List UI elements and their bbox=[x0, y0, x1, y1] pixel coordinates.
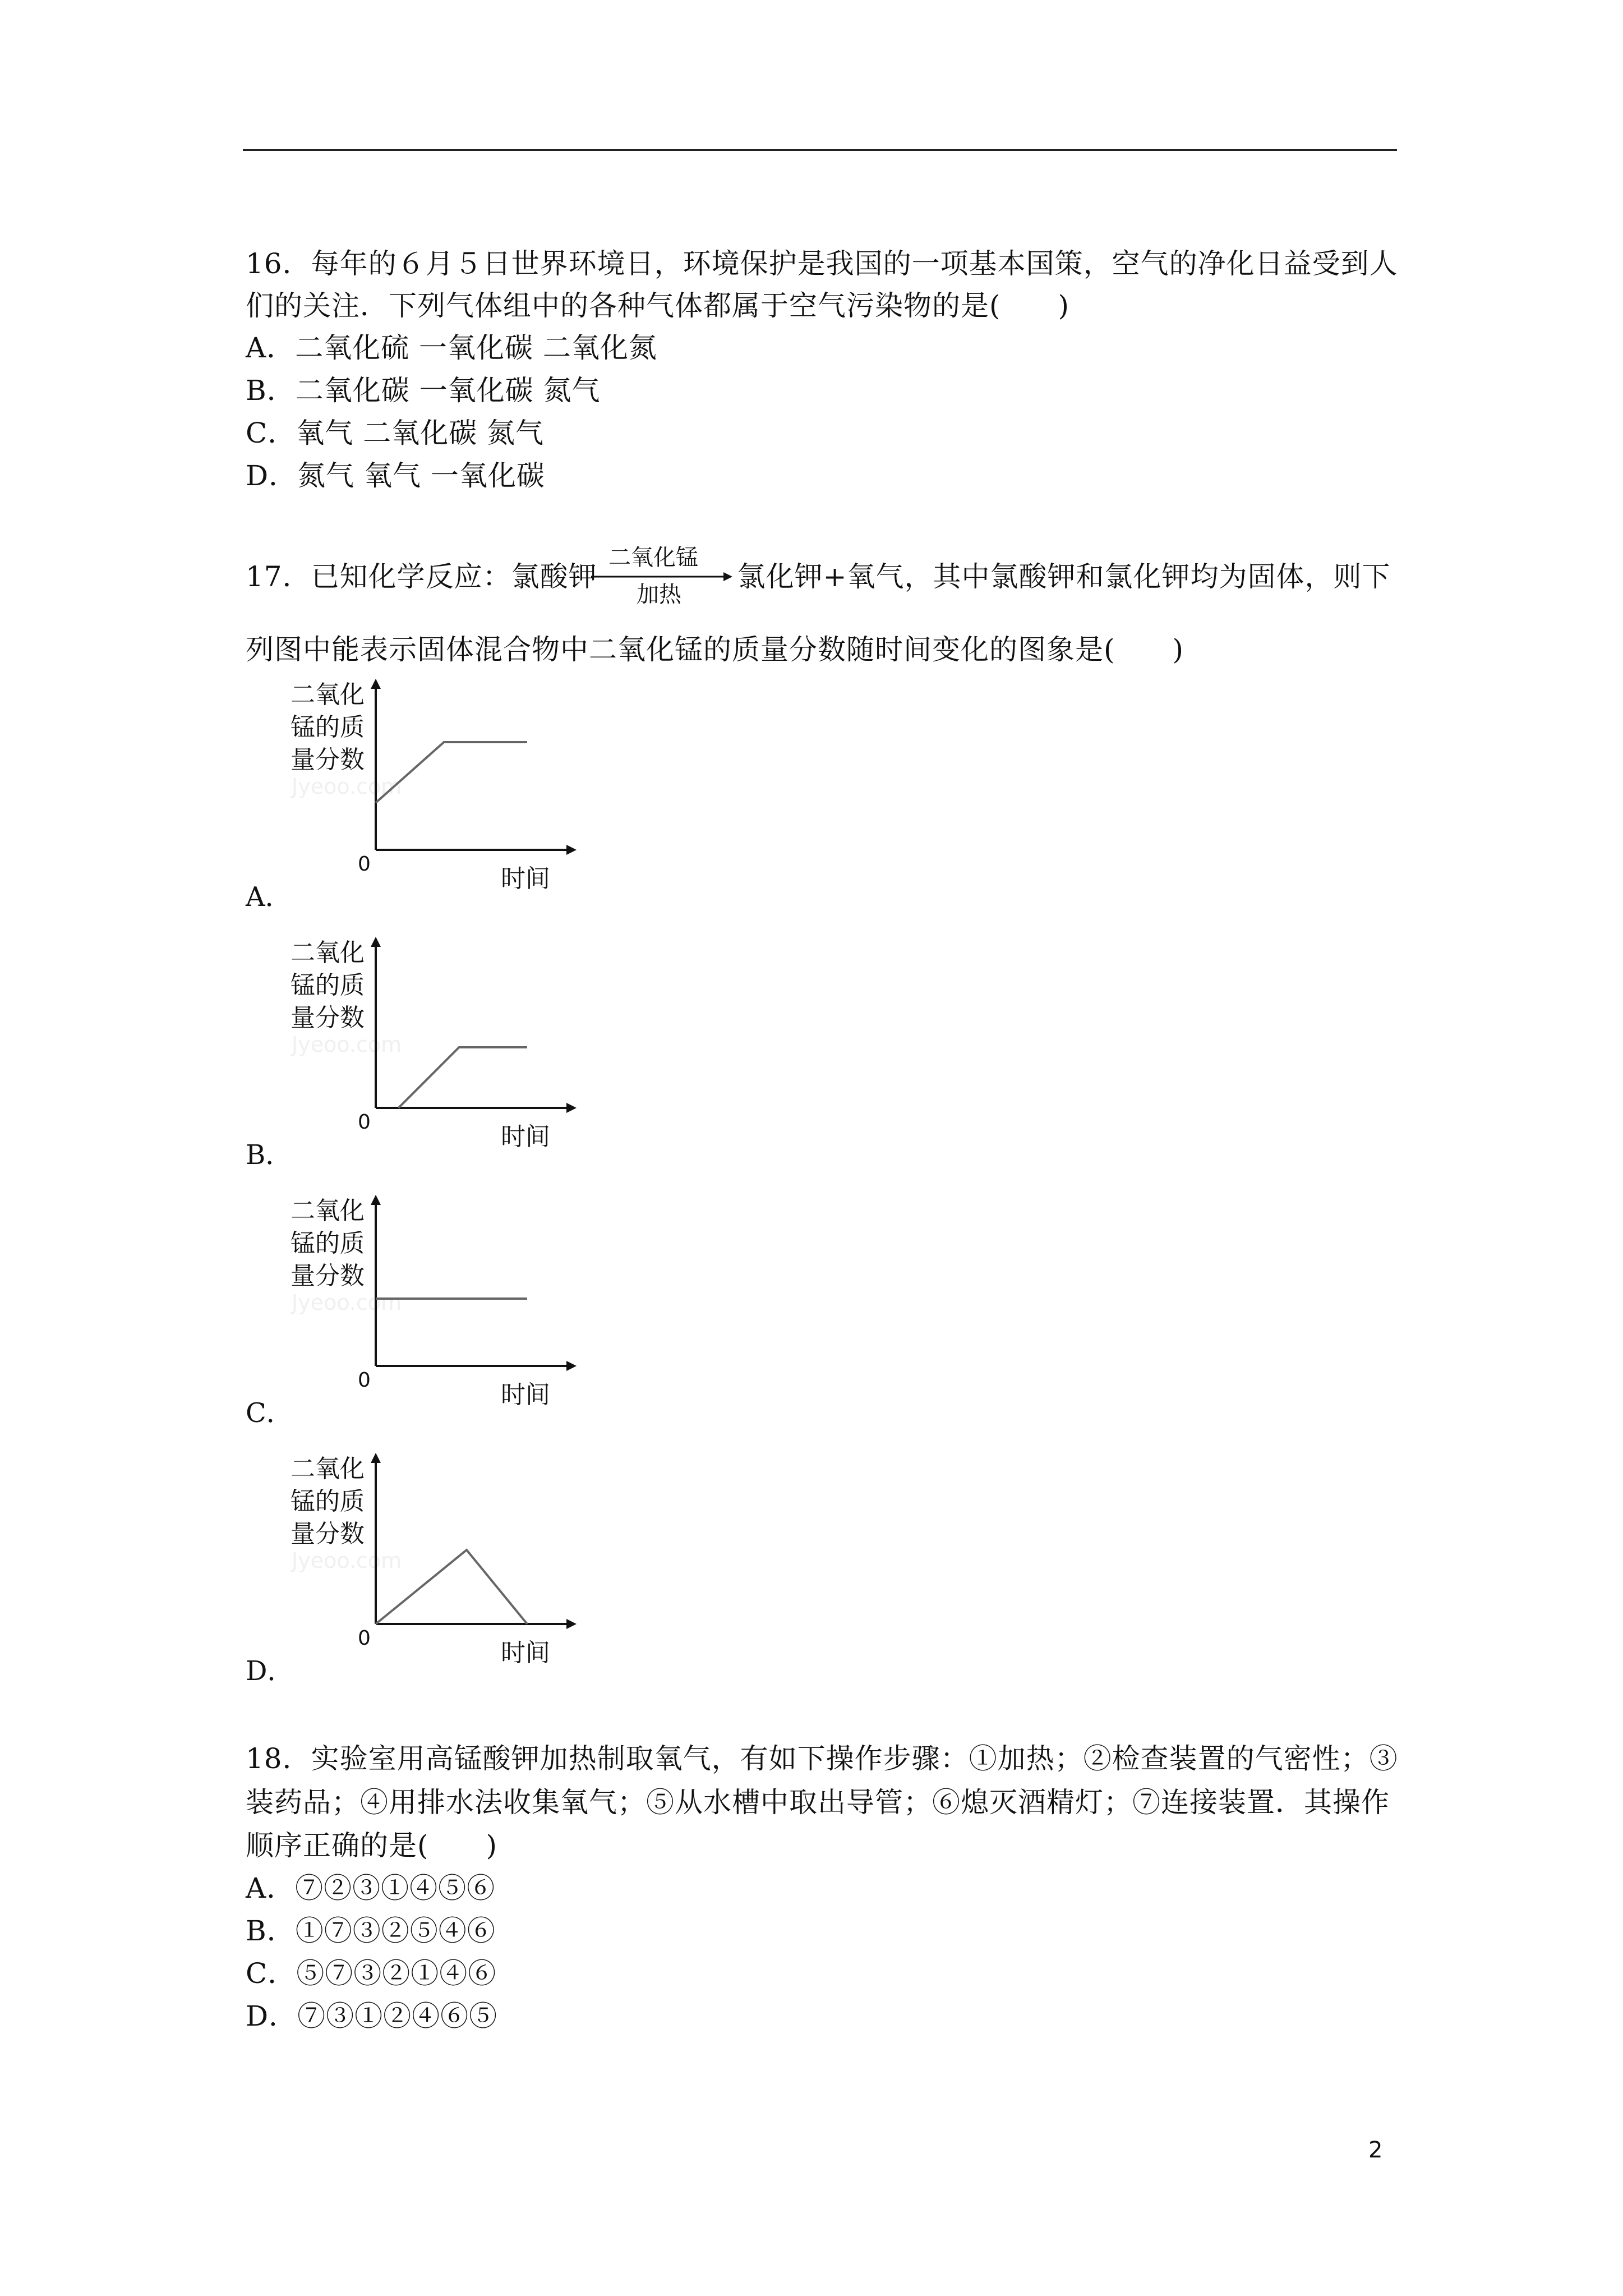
page-number: 2 bbox=[1368, 2137, 1383, 2163]
q17-suffix: 氯化钾+氧气，其中氯酸钾和氯化钾均为固体，则下 bbox=[737, 560, 1391, 593]
q16-option-d: D．氮气 氧气 一氧化碳 bbox=[246, 459, 545, 492]
x-axis-arrow bbox=[566, 1361, 577, 1371]
graph-y-label: 二氧化锰的质量分数 bbox=[291, 938, 365, 1032]
graph-x-label: 时间 bbox=[501, 1122, 550, 1151]
graph-y-label: 二氧化锰的质量分数 bbox=[291, 1197, 365, 1290]
q16-option-c: C．氧气 二氧化碳 氮气 bbox=[246, 417, 545, 449]
series-line bbox=[376, 742, 527, 803]
q18-stem-line2: 装药品；④用排水法收集氧气；⑤从水槽中取出导管；⑥熄灭酒精灯；⑦连接装置．其操作 bbox=[246, 1786, 1390, 1819]
graph-x-label: 时间 bbox=[501, 864, 550, 893]
graph-y-label: 二氧化锰的质量分数 bbox=[291, 1455, 365, 1548]
q18-option-b: B．①⑦③②⑤④⑥ bbox=[246, 1915, 496, 1947]
q17-option-d-label: D． bbox=[246, 1655, 294, 1687]
q18-option-d: D．⑦③①②④⑥⑤ bbox=[246, 2000, 498, 2032]
q17-stem-line1 bbox=[246, 560, 1391, 593]
q16-stem-line1: 16．每年的６月５日世界环境日，环境保护是我国的一项基本国策，空气的净化日益受到人 bbox=[246, 247, 1398, 280]
graph-y-label: 二氧化锰的质量分数 bbox=[291, 680, 365, 774]
graph-option-d bbox=[246, 1442, 593, 1688]
y-axis-arrow bbox=[371, 1453, 381, 1463]
graph-option-b bbox=[246, 926, 593, 1172]
graph-x-label: 时间 bbox=[501, 1639, 550, 1667]
graph-origin-label: 0 bbox=[358, 1627, 371, 1650]
condition-catalyst: 二氧化锰 bbox=[608, 545, 698, 570]
graph-option-c bbox=[246, 1184, 593, 1430]
y-axis-arrow bbox=[371, 937, 381, 947]
q18-stem-line3: 顺序正确的是( ) bbox=[246, 1829, 498, 1862]
q16-option-b: B．二氧化碳 一氧化碳 氮气 bbox=[246, 374, 601, 407]
q17-option-b-label: B． bbox=[246, 1139, 293, 1171]
series-line bbox=[399, 1047, 528, 1108]
q16-stem-line2: 们的关注．下列气体组中的各种气体都属于空气污染物的是( ) bbox=[246, 289, 1070, 322]
q18-option-c: C．⑤⑦③②①④⑥ bbox=[246, 1957, 497, 1990]
condition-heating: 加热 bbox=[637, 582, 681, 608]
watermark: Jyeoo.com bbox=[292, 1290, 402, 1315]
q17-option-c-label: C． bbox=[246, 1397, 293, 1429]
x-axis-arrow bbox=[566, 845, 577, 855]
graph-origin-label: 0 bbox=[358, 853, 371, 876]
graph-origin-label: 0 bbox=[358, 1369, 371, 1392]
q17-stem-line2: 列图中能表示固体混合物中二氧化锰的质量分数随时间变化的图象是( ) bbox=[246, 633, 1184, 666]
x-axis-arrow bbox=[566, 1103, 577, 1113]
y-axis-arrow bbox=[371, 1195, 381, 1205]
header-rule bbox=[243, 149, 1397, 151]
watermark: Jyeoo.com bbox=[292, 1032, 402, 1057]
q18-stem-line1: 18．实验室用高锰酸钾加热制取氧气，有如下操作步骤：①加热；②检查装置的气密性；③ bbox=[246, 1742, 1398, 1775]
reaction-condition bbox=[589, 544, 735, 611]
watermark: Jyeoo.com bbox=[292, 774, 402, 799]
q17-prefix: 17．已知化学反应：氯酸钾 bbox=[246, 560, 597, 593]
graph-origin-label: 0 bbox=[358, 1111, 371, 1134]
q18-option-a: A．⑦②③①④⑤⑥ bbox=[246, 1872, 496, 1904]
x-axis-arrow bbox=[566, 1619, 577, 1629]
q16-option-a: A．二氧化硫 一氧化碳 二氧化氮 bbox=[246, 332, 657, 364]
watermark: Jyeoo.com bbox=[292, 1548, 402, 1573]
series-line bbox=[376, 1550, 527, 1624]
graph-option-a bbox=[246, 668, 593, 914]
q17-option-a-label: A． bbox=[246, 881, 292, 913]
y-axis-arrow bbox=[371, 679, 381, 689]
graph-x-label: 时间 bbox=[501, 1381, 550, 1409]
